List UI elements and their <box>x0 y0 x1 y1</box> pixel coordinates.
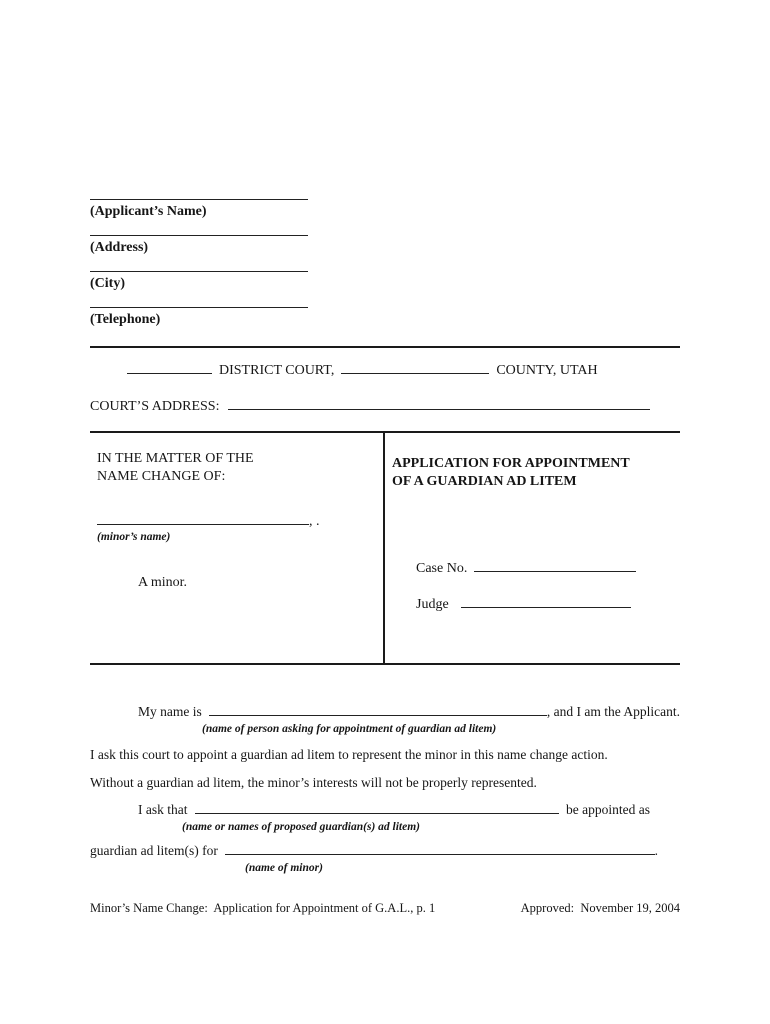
applicant-name-label: (Applicant’s Name) <box>90 204 207 219</box>
telephone-group <box>90 307 680 328</box>
case-no-blank[interactable] <box>474 559 636 572</box>
header-rule <box>90 346 680 348</box>
ask-that-suffix: be appointed as <box>566 802 650 817</box>
district-name-blank[interactable] <box>127 361 212 374</box>
city-group <box>90 271 680 292</box>
form-body <box>90 702 680 875</box>
my-name-suffix: , and I am the Applicant. <box>546 704 680 719</box>
address-line[interactable] <box>90 235 308 236</box>
county-utah-label: COUNTY, UTAH <box>496 363 598 378</box>
a-minor-text: A minor. <box>138 575 188 590</box>
city-line[interactable] <box>90 271 308 272</box>
address-label: (Address) <box>90 240 149 255</box>
application-title-line-2: OF A GUARDIAN AD LITEM <box>392 473 577 489</box>
judge-row <box>416 595 680 614</box>
page-footer <box>90 900 680 916</box>
guardian-for-prefix: guardian ad litem(s) for <box>90 843 218 858</box>
proposed-guardian-blank[interactable] <box>195 801 560 814</box>
sentence-without: Without a guardian ad litem, the minor’s interests will not be properly represented. <box>90 775 537 790</box>
applicant-name-line[interactable] <box>90 199 308 200</box>
my-name-row <box>90 702 680 721</box>
case-no-label: Case No. <box>416 561 468 576</box>
my-name-blank[interactable] <box>209 703 547 716</box>
applicant-name-group <box>90 199 680 220</box>
matter-line-1: IN THE MATTER OF THE <box>97 451 254 466</box>
footer-document-title: Minor’s Name Change: Application for Appointment of G.A.L., p. 1 <box>90 901 436 915</box>
caption-right-cell <box>385 433 680 663</box>
court-address-blank[interactable] <box>228 397 650 410</box>
guardian-for-suffix: . <box>654 843 658 858</box>
matter-line-2: NAME CHANGE OF: <box>97 468 226 484</box>
sentence-appoint: I ask this court to appoint a guardian ad litem to represent the minor in this name change action. <box>90 747 608 762</box>
judge-blank[interactable] <box>461 595 631 608</box>
minor-for-blank[interactable] <box>225 842 655 855</box>
my-name-prefix: My name is <box>138 704 202 719</box>
telephone-label: (Telephone) <box>90 312 161 327</box>
caption-left-cell <box>90 433 385 663</box>
minors-name-caption: (minor’s name) <box>97 531 171 543</box>
form-content <box>90 199 680 916</box>
telephone-line[interactable] <box>90 307 308 308</box>
minor-name-row <box>97 512 375 530</box>
guardian-for-row <box>90 841 680 860</box>
city-label: (City) <box>90 276 125 291</box>
minor-line-suffix: , . <box>309 514 320 529</box>
case-caption-table <box>90 431 680 665</box>
court-address-row <box>90 397 680 416</box>
judge-label: Judge <box>416 597 449 612</box>
proposed-guardian-caption: (name or names of proposed guardian(s) ad litem) <box>182 821 420 833</box>
court-address-label: COURT’S ADDRESS: <box>90 399 220 414</box>
footer-approved-date: Approved: November 19, 2004 <box>520 901 680 915</box>
address-group <box>90 235 680 256</box>
case-number-row <box>416 559 680 578</box>
district-court-label: DISTRICT COURT, <box>219 363 335 378</box>
ask-that-prefix: I ask that <box>138 802 188 817</box>
application-title-line-1: APPLICATION FOR APPOINTMENT <box>392 456 630 471</box>
my-name-caption: (name of person asking for appointment of guardian ad litem) <box>202 723 497 735</box>
county-name-blank[interactable] <box>341 361 489 374</box>
ask-that-row <box>90 800 680 819</box>
name-of-minor-caption: (name of minor) <box>245 862 323 874</box>
minor-name-blank[interactable] <box>97 512 309 525</box>
district-court-row <box>90 361 680 380</box>
